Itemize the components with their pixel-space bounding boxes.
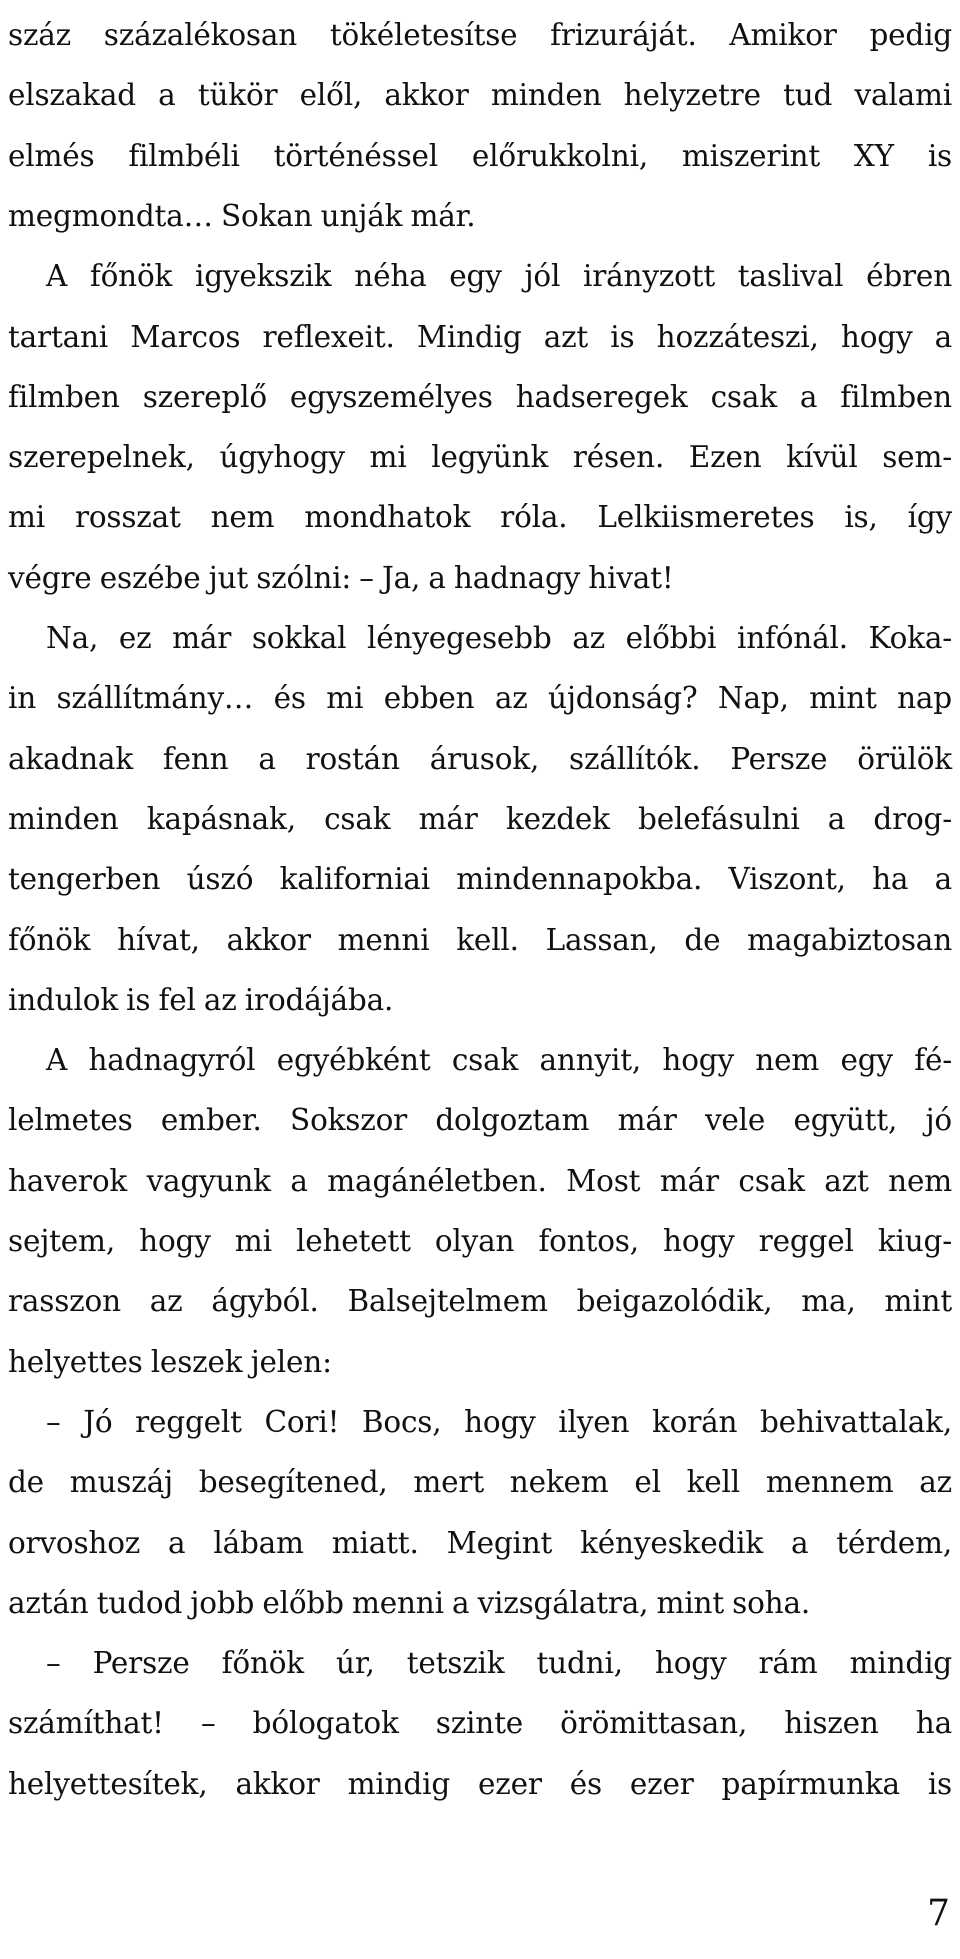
text-line: indulok is fel az irodájába. (8, 982, 394, 1017)
text-line: lelmetes ember. Sokszor dolgoztam már vele együtt, jó (8, 1103, 952, 1138)
text-line: szerepelnek, úgyhogy mi legyünk résen. Ezen kívül sem- (8, 440, 952, 475)
text-line: elszakad a tükör elől, akkor minden helyzetre tud valami (8, 78, 952, 113)
text-line: A főnök igyekszik néha egy jól irányzott taslival ébren (46, 259, 952, 294)
text-line: főnök hívat, akkor menni kell. Lassan, de magabiztosan (8, 922, 952, 957)
text-line: orvoshoz a lábam miatt. Megint kényeskedik a térdem, (8, 1525, 952, 1560)
page-number: 7 (927, 1893, 950, 1934)
text-line: mi rosszat nem mondhatok róla. Lelkiismeretes is, így (8, 500, 952, 535)
text-line: – Jó reggelt Cori! Bocs, hogy ilyen korán behivattalak, (46, 1404, 952, 1439)
text-line: aztán tudod jobb előbb menni a vizsgálatra, mint soha. (8, 1585, 811, 1620)
text-line: tartani Marcos reflexeit. Mindig azt is hozzáteszi, hogy a (8, 319, 952, 354)
text-line: helyettesítek, akkor mindig ezer és ezer papírmunka is (8, 1766, 952, 1801)
text-line: elmés filmbéli történéssel előrukkolni, miszerint XY is (8, 138, 952, 173)
text-line: minden kapásnak, csak már kezdek belefásulni a drog- (8, 801, 952, 836)
text-line: Na, ez már sokkal lényegesebb az előbbi infónál. Koka- (46, 621, 952, 655)
text-line: rasszon az ágyból. Balsejtelmem beigazolódik, ma, mint (8, 1284, 952, 1319)
text-line: – Persze főnök úr, tetszik tudni, hogy rám mindig (46, 1646, 952, 1681)
text-line: de muszáj besegítened, mert nekem el kell mennem az (8, 1465, 952, 1500)
text-line: A hadnagyról egyébként csak annyit, hogy nem egy fé- (46, 1043, 952, 1078)
text-line: in szállítmány… és mi ebben az újdonság? Nap, mint nap (8, 681, 952, 716)
text-line: tengerben úszó kaliforniai mindennapokba. Viszont, ha a (8, 862, 952, 897)
text-line: sejtem, hogy mi lehetett olyan fontos, hogy reggel kiug- (8, 1224, 952, 1258)
text-line: filmben szereplő egyszemélyes hadseregek csak a filmben (8, 379, 952, 414)
text-line: haverok vagyunk a magánéletben. Most már csak azt nem (8, 1163, 952, 1198)
text-line: végre eszébe jut szólni: – Ja, a hadnagy hivat! (8, 560, 674, 595)
text-line: megmondta… Sokan unják már. (8, 198, 476, 233)
text-line: száz százalékosan tökéletesítse frizuráját. Amikor pedig (8, 18, 952, 52)
text-line: akadnak fenn a rostán árusok, szállítók. Persze örülök (8, 741, 952, 776)
text-line: számíthat! – bólogatok szinte örömittasan, hiszen ha (8, 1706, 952, 1741)
text-line: helyettes leszek jelen: (8, 1344, 332, 1379)
book-page (8, 0, 952, 1959)
